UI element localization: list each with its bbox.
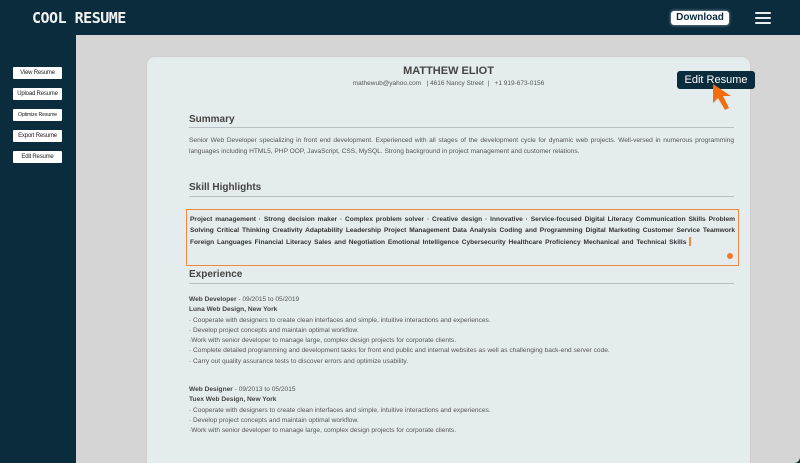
skills-editor[interactable] xyxy=(186,209,739,266)
job-bullet: · Carry out quality assurance tests to discover errors and optimize usability. xyxy=(189,357,409,365)
text-caret xyxy=(689,237,691,246)
sidebar-item-upload-resume[interactable]: Upload Resume xyxy=(13,88,62,100)
job-entry xyxy=(189,385,734,436)
main-area xyxy=(76,35,800,463)
job-bullet: · Develop project concepts and maintain optimal workflow. xyxy=(189,416,359,424)
job-company: Tuex Web Design, New York xyxy=(189,396,277,404)
brand-logo: COOL RESUME xyxy=(32,9,126,27)
sidebar-item-export-resume[interactable]: Export Resume xyxy=(13,130,62,142)
job-bullet: · Cooperate with designers to create clean interfaces and simple, intuitive interactions and experiences. xyxy=(189,406,491,414)
job-bullet: ·Work with senior developer to manage large, complex design projects for corporate clients. xyxy=(189,427,457,435)
resume-name: MATTHEW ELIOT xyxy=(403,65,494,77)
summary-text: Senior Web Developer specializing in front end development. Experienced with all stages of the development cycle for dynamic web projects. Well-versed in numerous programming languages including HTML5, PHP OOP, JavaScript, CSS, MySQL. Strong background in project management and customer relations. xyxy=(189,137,734,155)
resize-handle-dot[interactable] xyxy=(727,253,733,259)
section-title-skills: Skill Highlights xyxy=(189,182,262,193)
section-title-summary: Summary xyxy=(189,114,235,125)
job-dates: - 09/2013 to 05/2015 xyxy=(232,386,296,393)
hamburger-menu-icon[interactable] xyxy=(755,12,771,24)
job-bullet: ·Work with senior developer to manage large, complex design projects for corporate clients. xyxy=(189,337,457,345)
job-company: Luna Web Design, New York xyxy=(189,306,278,314)
sidebar-item-optimize-resume[interactable]: Optimize Resume xyxy=(13,109,62,121)
download-button[interactable]: Download xyxy=(671,11,729,25)
divider xyxy=(189,283,734,284)
cursor-arrow-icon xyxy=(711,83,737,111)
job-bullet: · Develop project concepts and maintain optimal workflow. xyxy=(189,326,359,334)
divider xyxy=(189,196,734,197)
skills-text: Project management · Strong decision maker · Complex problem solver · Creative design · Innovative · Service-focused Digital Literacy Communication Skills Problem Solving Critical Thinking Creativity Adaptability Leadership Project Management Data Analysis Coding and Programming Digital Marketing Customer Service Teamwork Foreign Languages Financial Literacy Sales and Negotiation Emotional Intelligence Cybersecurity Healthcare Proficiency Mechanical and Technical Skills xyxy=(190,216,735,246)
resume-document xyxy=(147,57,750,463)
job-dates: - 09/2015 to 05/2019 xyxy=(236,296,300,303)
job-bullet: · Complete detailed programming and development tasks for front end public and internal websites as well as challenging back-end server code. xyxy=(189,347,610,355)
sidebar xyxy=(0,35,76,463)
job-bullet: · Cooperate with designers to create clean interfaces and simple, intuitive interactions and experiences. xyxy=(189,316,491,324)
sidebar-item-edit-resume[interactable]: Edit Resume xyxy=(13,151,62,163)
edit-resume-button[interactable]: Edit Resume xyxy=(677,71,755,89)
job-title: Web Designer xyxy=(189,386,233,393)
job-title: Web Developer xyxy=(189,296,237,303)
sidebar-item-view-resume[interactable]: View Resume xyxy=(13,67,62,79)
top-bar xyxy=(0,0,800,35)
resume-contact: mathewub@yahoo.com | 4616 Nancy Street | +1 919-673-0156 xyxy=(352,80,545,87)
divider xyxy=(189,127,734,128)
job-entry xyxy=(189,295,734,367)
section-title-experience: Experience xyxy=(189,269,243,280)
